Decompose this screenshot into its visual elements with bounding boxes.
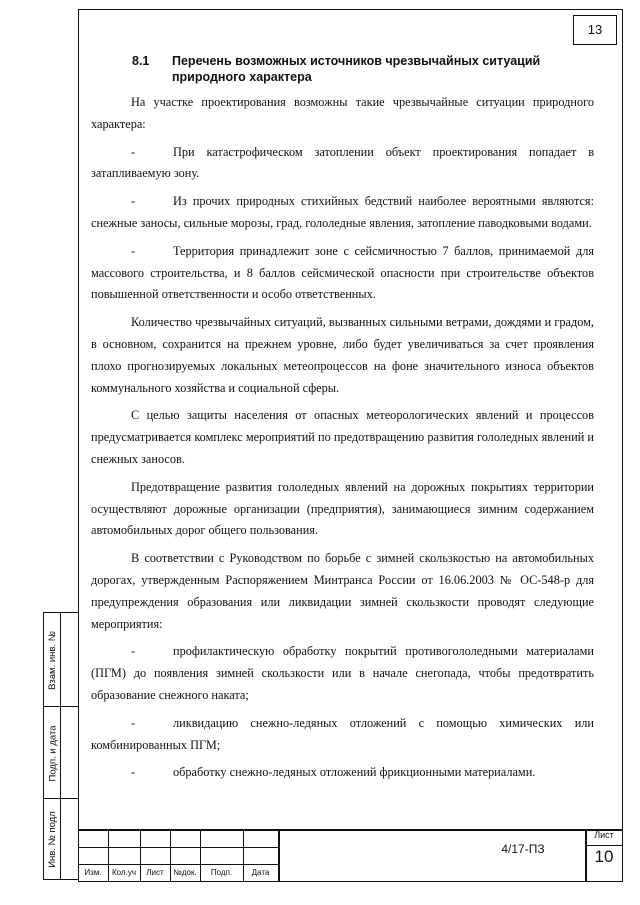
list-dash: - <box>131 765 136 780</box>
side-stamp-label: Взам. инв. № <box>47 630 59 690</box>
list-item-lead-word: профилактическую <box>173 644 275 659</box>
list-item <box>91 142 594 186</box>
page-number: 13 <box>573 15 617 45</box>
list-item-lead-word: ликвидацию <box>173 715 239 730</box>
paragraph: Предотвращение развития гололедных явлений на дорожных покрытиях территории осуществляют дорожные организации (предприятия), занимающиеся зимним содержанием автомобильных дорог общего пользования. <box>91 479 594 538</box>
column-label-ndok: №док. <box>173 868 197 877</box>
side-stamp-label: Подп. и дата <box>47 725 58 781</box>
list-item-lead-word: обработку <box>173 765 227 780</box>
document-code: 4/17-ПЗ <box>501 842 545 856</box>
list-item-text: прочих природных стихийных бедствий наиболее вероятными являются: снежные заносы, сильные морозы, град, гололедные явления, затопление паводковыми водами. <box>91 194 594 230</box>
list-dash: - <box>131 715 136 730</box>
column-label-kol-uch: Кол.уч <box>112 868 136 877</box>
list-item <box>91 191 594 235</box>
section-number: 8.1 <box>132 54 150 68</box>
sheet-number: 10 <box>594 847 614 866</box>
list-item-text: обработку покрытий противогололедными материалами (ПГМ) до появления зимней скользкости или в начале снегопада, чтобы предотвратить образование снежного наката; <box>91 644 594 702</box>
paragraph: Количество чрезвычайных ситуаций, вызванных сильными ветрами, дождями и градом, в основном, сохранится на прежнем уровне, либо будет увеличиваться за счет проявления плохо прогнозируемых локальных метеопроцессов на фоне значительного износа объектов коммунального хозяйства и социальной сферы. <box>91 315 594 395</box>
column-label-podp: Подп. <box>210 868 233 877</box>
column-label-data: Дата <box>251 868 270 877</box>
column-label-izm: Изм. <box>84 868 102 877</box>
list-item-text: снежно-ледяных отложений с помощью химических или комбинированных ПГМ; <box>91 715 594 752</box>
list-item-text: снежно-ледяных отложений фрикционными материалами. <box>229 765 536 780</box>
list-item <box>91 713 594 757</box>
list-dash: - <box>131 144 136 159</box>
title-block <box>78 829 623 882</box>
side-stamp-label: Инв. № подл <box>47 810 59 868</box>
paragraph: В соответствии с Руководством по борьбе с зимней скользкостью на автомобильных дорогах, утвержденным Распоряжением Минтранса России от 16.06.2003 № ОС-548-р для предупреждения образования или ликвидации зимней скользкости проводят следующие мероприятия: <box>91 551 594 631</box>
side-stamp <box>43 612 79 880</box>
sheet-label: Лист <box>594 830 614 840</box>
list-item <box>91 641 594 706</box>
list-item-text: катастрофическом затоплении объект проектирования попадает в затапливаемую зону. <box>91 144 594 181</box>
list-dash: - <box>131 644 136 659</box>
list-dash: - <box>131 194 136 209</box>
list-dash: - <box>131 243 136 258</box>
list-item <box>91 241 594 306</box>
list-item-lead-word: При <box>173 144 195 159</box>
document-body <box>91 92 594 784</box>
list-item-text: принадлежит зоне с сейсмичностью 7 баллов, принимаемой для массового строительства, и 8 баллов сейсмической опасности при строительстве объектов повышенной ответственности и особо ответственных. <box>91 243 594 302</box>
column-label-list: Лист <box>146 868 164 877</box>
paragraph: С целью защиты населения от опасных метеорологических явлений и процессов предусматривается комплекс мероприятий по предотвращению развития гололедных явлений и снежных заносов. <box>91 408 594 466</box>
section-title: Перечень возможных источников чрезвычайных ситуаций природного характера <box>172 54 541 84</box>
list-item-lead-word: Из <box>173 194 187 209</box>
list-item-lead-word: Территория <box>173 243 235 258</box>
list-item <box>91 762 594 784</box>
paragraph: На участке проектирования возможны такие чрезвычайные ситуации природного характера: <box>91 95 594 131</box>
